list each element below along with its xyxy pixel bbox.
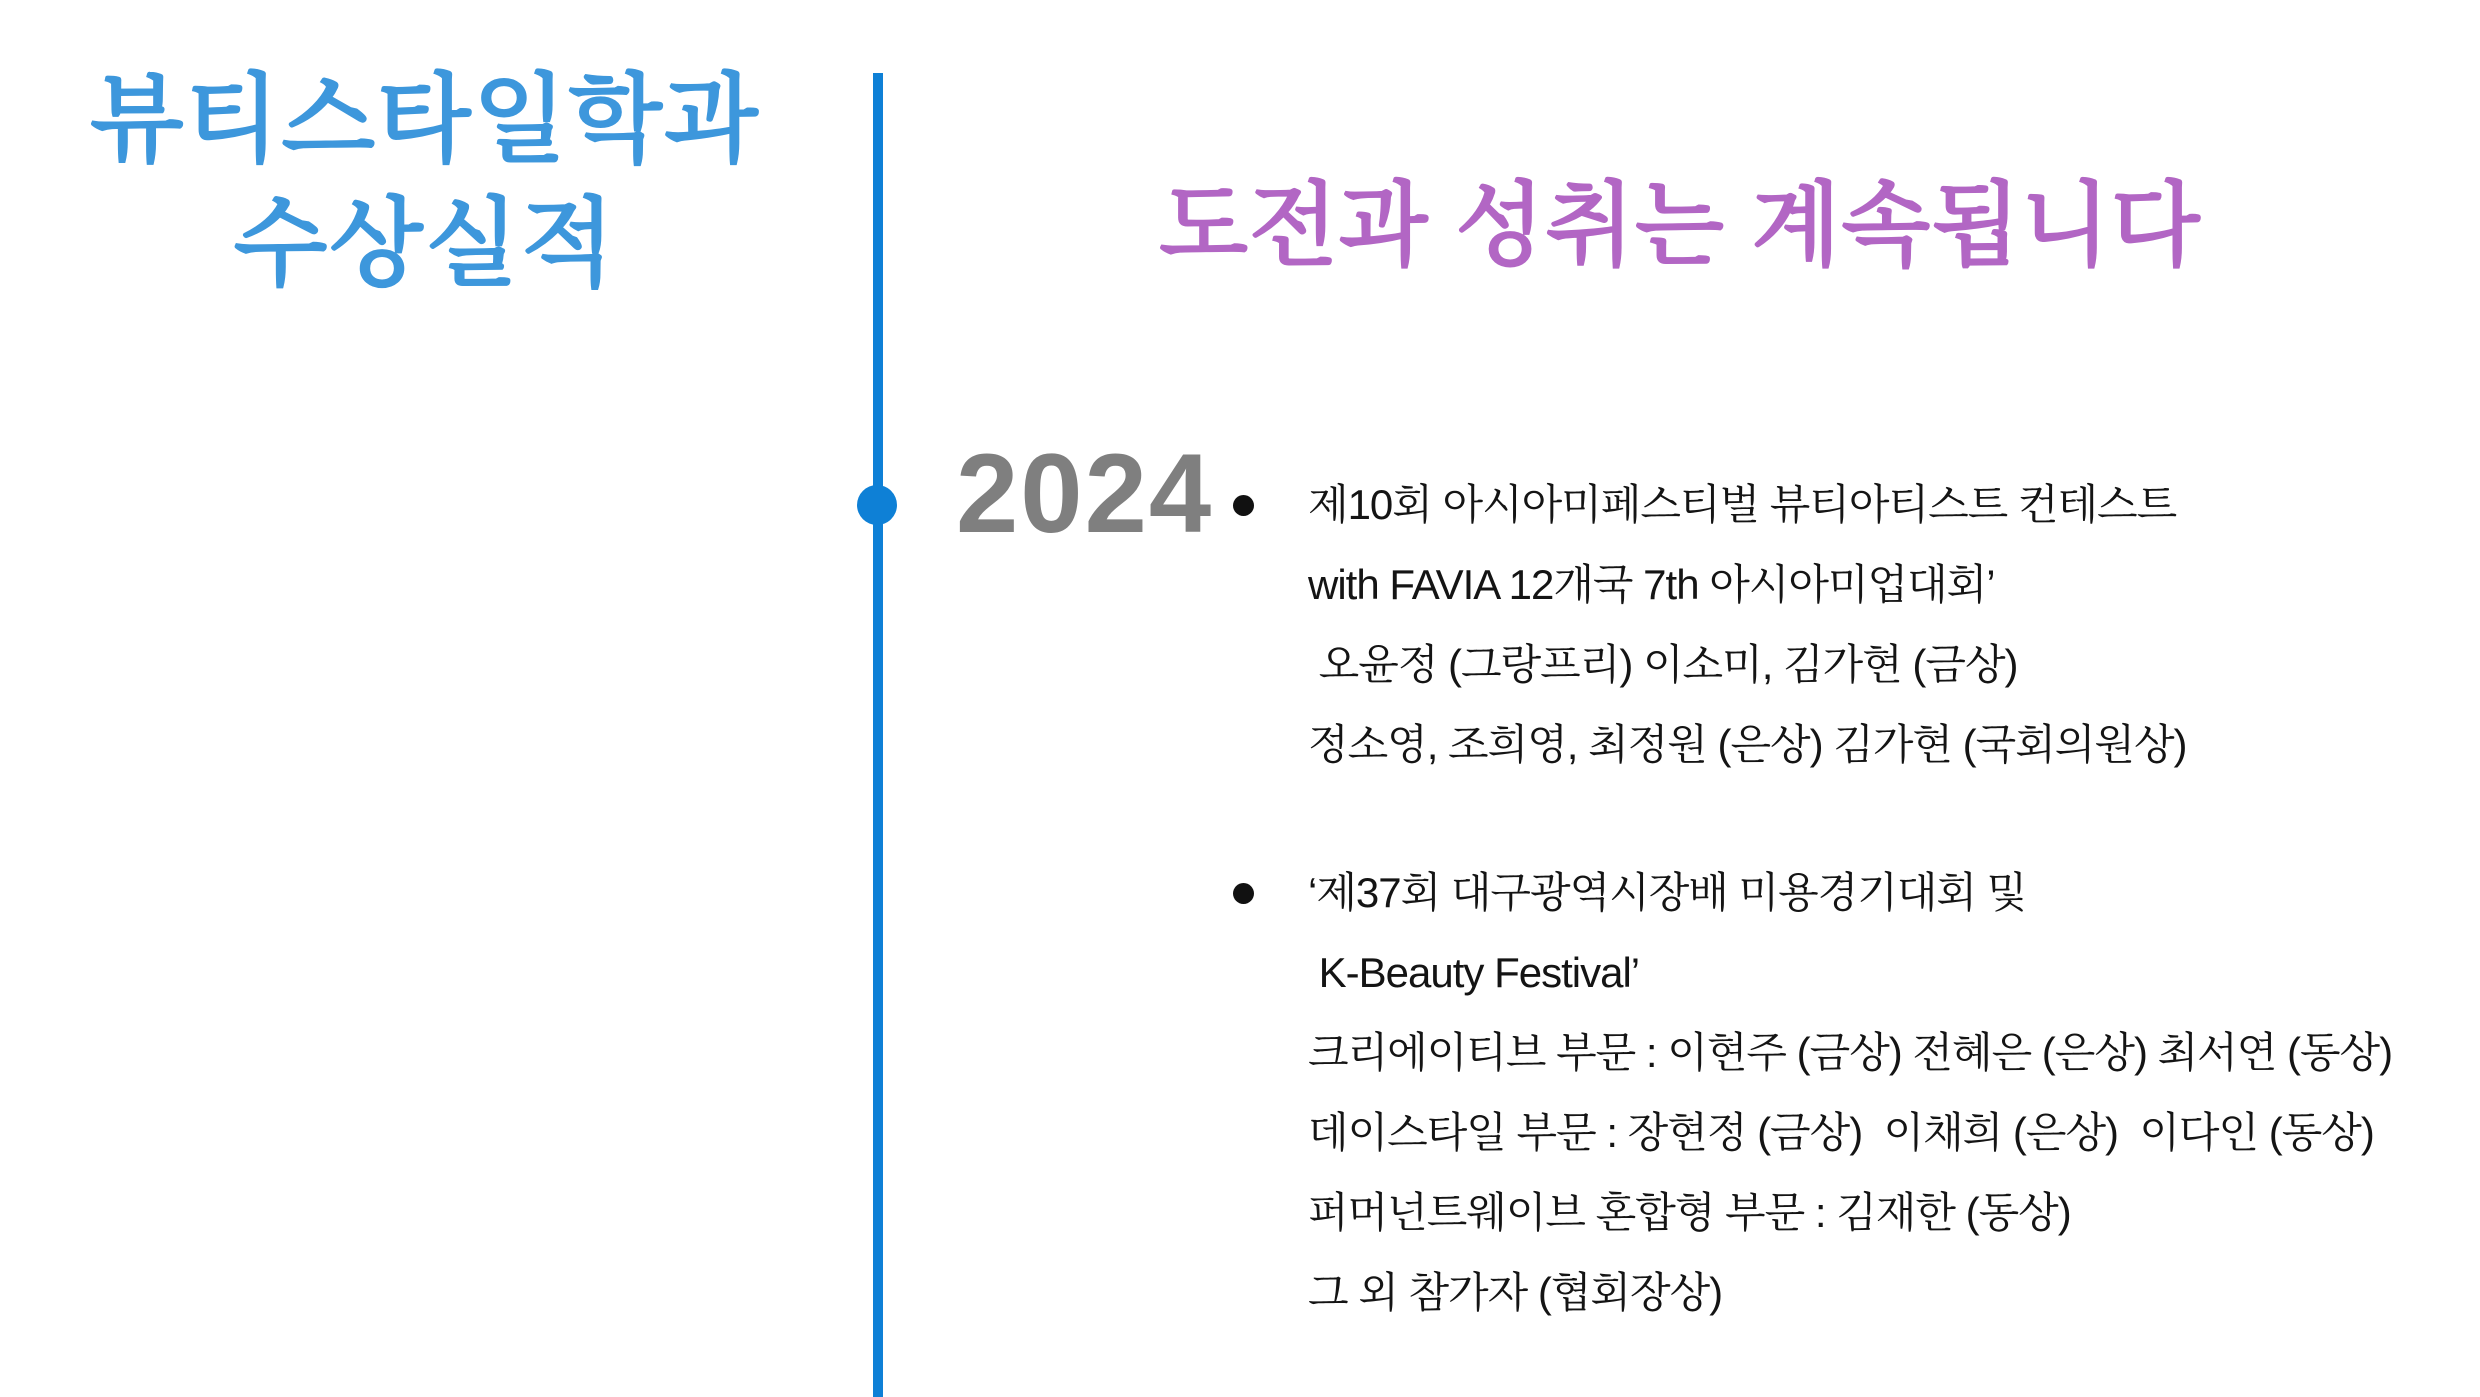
headline: 도전과 성취는 계속됩니다 [1159, 175, 2201, 277]
bullet-icon [1233, 883, 1254, 904]
award-line: 오윤정 (그랑프리) 이소미, 김가현 (금상) [1308, 641, 2018, 688]
bullet-icon [1233, 495, 1254, 516]
award-line: 데이스타일 부문 : 장현정 (금상) 이채희 (은상) 이다인 (동상) [1308, 1109, 2374, 1156]
award-line: 크리에이티브 부문 : 이현주 (금상) 전혜은 (은상) 최서연 (동상) [1308, 1029, 2393, 1076]
department-title-line2: 수상실적 [233, 189, 617, 298]
department-title [30, 58, 820, 306]
award-line: 그 외 참가자 (협회장상) [1308, 1269, 1723, 1316]
award-entry [1308, 853, 2392, 1333]
award-line: K-Beauty Festival’ [1308, 949, 1640, 996]
department-title-line1: 뷰티스타일학과 [90, 65, 760, 174]
timeline-node-icon [857, 485, 897, 525]
timeline-year: 2024 [956, 431, 1214, 556]
award-line: with FAVIA 12개국 7th 아시아미업대회’ [1308, 561, 1995, 608]
timeline-line [873, 73, 883, 1397]
award-line: ‘제37회 대구광역시장배 미용경기대회 및 [1308, 869, 2027, 916]
award-line: 정소영, 조희영, 최정원 (은상) 김가현 (국회의원상) [1308, 721, 2187, 768]
award-line: 제10회 아시아미페스티벌 뷰티아티스트 컨테스트 [1308, 481, 2177, 528]
award-line: 퍼머넌트웨이브 혼합형 부문 : 김재한 (동상) [1308, 1189, 2071, 1236]
award-entry [1308, 465, 2187, 785]
